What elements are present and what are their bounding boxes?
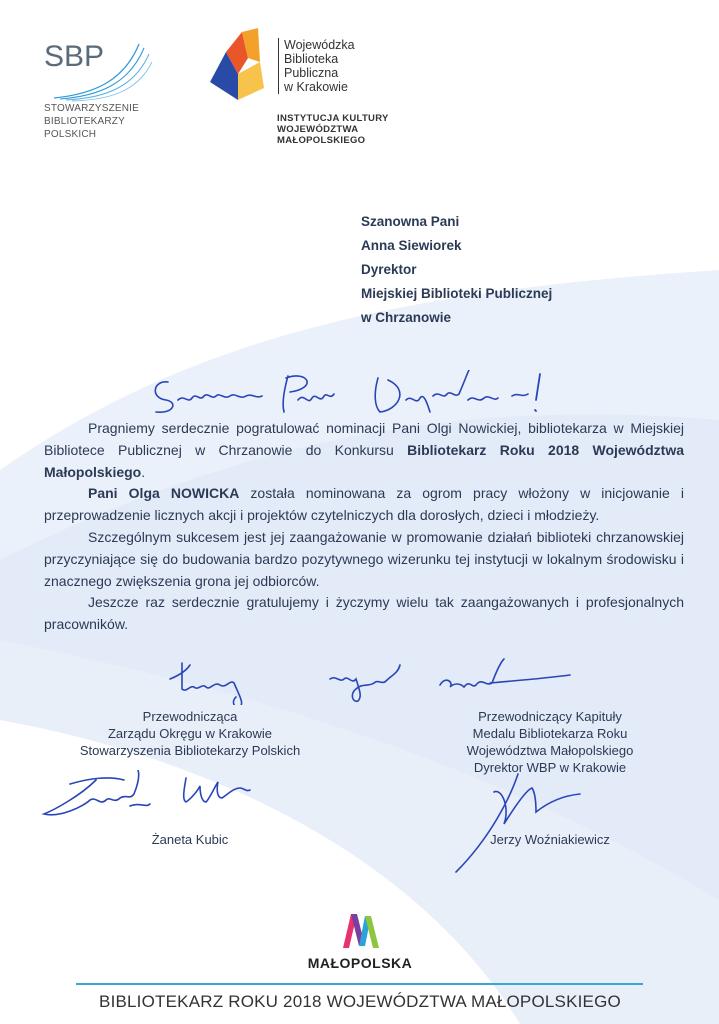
- sbp-abbr: SBP: [44, 40, 105, 73]
- addressee-block: Szanowna Pani Anna Siewiorek Dyrektor Miejskiej Biblioteki Publicznej w Chrzanowie: [361, 214, 553, 325]
- signatory-left-name: Żaneta Kubic: [151, 832, 229, 847]
- signature-left-handwritten: [40, 770, 270, 830]
- sbp-logo: [44, 36, 154, 106]
- signatory-right-name: Jerzy Woźniakiewicz: [490, 832, 610, 847]
- paragraph-1: Pragniemy serdecznie pogratulować nominacji Pani Olgi Nowickiej, bibliotekarza w Miejskiej Bibliotece Publicznej w Chrzanowie do Konkursu Bibliotekarz Roku 2018 Województwa Małopolskiego.: [44, 420, 684, 480]
- handwritten-closing: [160, 655, 580, 705]
- wbp-institution: INSTYTUCJA KULTURY WOJEWÓDZTWA MAŁOPOLSKIEGO: [277, 113, 389, 146]
- letter-body: [44, 418, 684, 636]
- signature-right-handwritten: [440, 768, 590, 878]
- sbp-full-name: STOWARZYSZENIE BIBLIOTEKARZY POLSKICH: [44, 103, 140, 140]
- paragraph-3: Szczególnym sukcesem jest jej zaangażowanie w promowanie działań biblioteki chrzanowskiej przyczyniające się do budowania bardzo pozytywnego wizerunku tej instytucji w lokalnym środowisku i znacznego zwiększenia grona jej odbiorców.: [44, 528, 684, 589]
- wbp-name: Wojewódzka Biblioteka Publiczna w Krakowie: [278, 38, 355, 94]
- paragraph-4: Jeszcze raz serdecznie gratulujemy i życzymy wielu tak zaangażowanych i profesjonalnych pracowników.: [44, 594, 684, 633]
- signature-right-title: Przewodniczący Kapituły Medalu Bibliotekarza Roku Województwa Małopolskiego Dyrektor WBP w Krakowie: [466, 709, 634, 775]
- signature-left-title: Przewodnicząca Zarządu Okręgu w Krakowie Stowarzyszenia Bibliotekarzy Polskich: [79, 709, 301, 758]
- footer-divider: [76, 983, 643, 985]
- paragraph-2: Pani Olga NOWICKA została nominowana za ogrom pracy włożony w inicjowanie i przeprowadzenie licznych akcji i projektów czytelniczych dla dorosłych, dzieci i młodzieży.: [44, 485, 684, 524]
- malopolska-logo-icon: [339, 908, 381, 952]
- footer-title: BIBLIOTEKARZ ROKU 2018 WOJEWÓDZTWA MAŁOPOLSKIEGO: [99, 992, 621, 1011]
- wbp-book-logo-icon: [208, 28, 270, 100]
- handwritten-greeting: [148, 370, 558, 420]
- malopolska-label: MAŁOPOLSKA: [307, 955, 413, 971]
